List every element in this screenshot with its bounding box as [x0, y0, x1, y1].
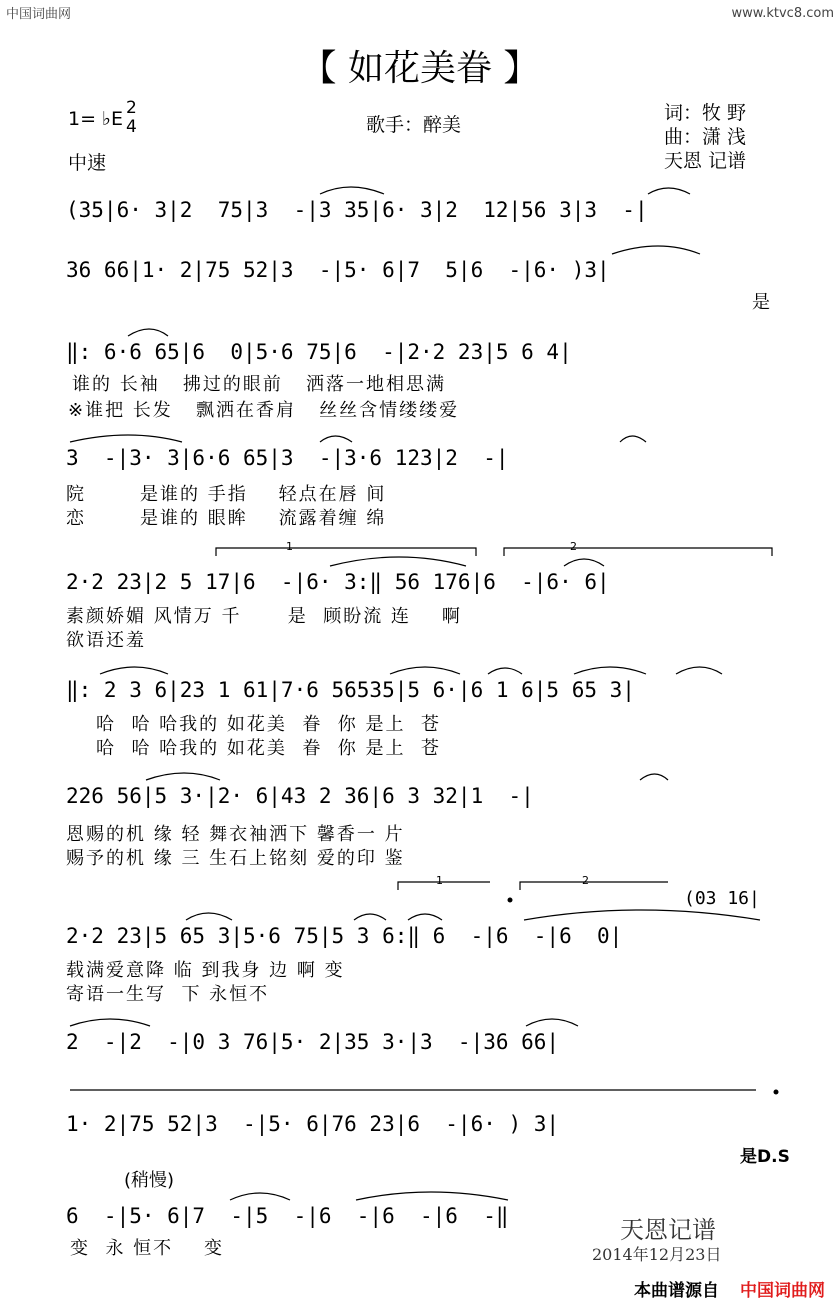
lyric-line-3a: 谁的 长袖 拂过的眼前 洒落一地相思满: [72, 374, 447, 395]
slur: [70, 1019, 150, 1026]
handwritten-transcriber: 天恩记谱: [620, 1216, 716, 1244]
score-line-4: 3 -|3· 3|6·6 65|3 -|3·6 123|2 -|: [66, 446, 509, 470]
song-title: 【 如花美眷 】: [300, 48, 540, 89]
volta-1-label: 1: [286, 540, 293, 553]
volta-bracket-2b: [520, 882, 668, 890]
score-line-2: 36 66|1· 2|75 52|3 -|5· 6|7 5|6 -|6· )3|: [66, 258, 610, 282]
transcriber: 天恩 记谱: [664, 150, 747, 172]
score-line-6: ‖: 2 3 6|23 1 61|7·6 56535|5 6·|6 1 6|5 65 3|: [66, 678, 635, 702]
volta-bracket-2: [504, 548, 772, 556]
lyric-line-6a: 哈 哈 哈我的 如花美 眷 你 是上 苍: [96, 714, 441, 735]
slur: [330, 557, 466, 566]
slur: [574, 667, 646, 674]
pickup-phrase: (03 16|: [684, 888, 760, 909]
slur: [564, 559, 604, 566]
slur: [128, 329, 168, 336]
key-signature: 1= ♭E: [68, 108, 124, 130]
lyric-line-6b: 哈 哈 哈我的 如花美 眷 你 是上 苍: [96, 738, 441, 759]
lyric-line-7a: 恩赐的机 缘 轻 舞衣袖洒下 馨香一 片: [66, 824, 405, 845]
slur: [354, 914, 386, 920]
lyric-line-2: 是: [752, 292, 772, 313]
slur: [356, 1192, 508, 1200]
tempo: 中速: [68, 152, 107, 174]
coda-sign-dot-b: [774, 1090, 779, 1095]
score-line-9: 2 -|2 -|0 3 76|5· 2|35 3·|3 -|36 66|: [66, 1030, 560, 1054]
coda-sign-dot: [508, 898, 513, 903]
score-line-3: ‖: 6·6 65|6 0|5·6 75|6 -|2·2 23|5 6 4|: [66, 340, 572, 364]
time-sig-bottom: 4: [126, 117, 137, 137]
volta-2-label-b: 2: [582, 874, 589, 887]
tempo-change: (稍慢): [124, 1170, 175, 1191]
slur: [390, 667, 460, 674]
slur: [408, 914, 442, 920]
lyric-line-3b: ※谁把 长发 飘洒在香肩 丝丝含情缕缕爱: [68, 400, 460, 421]
slur: [524, 910, 760, 920]
lyric-line-11: 变 永 恒不 变: [70, 1238, 225, 1259]
slur: [320, 187, 384, 194]
lyric-line-4a: 院 是谁的 手指 轻点在唇 间: [66, 484, 387, 505]
composer: 曲：潇 浅: [664, 126, 747, 148]
score-line-1: (35|6· 3|2 75|3 -|3 35|6· 3|2 12|56 3|3 -|: [66, 198, 648, 222]
slur: [320, 436, 352, 442]
lyric-line-5a: 素颜娇媚 风情万 千 是 顾盼流 连 啊: [66, 606, 462, 627]
slur: [612, 246, 700, 254]
volta-2-label: 2: [570, 540, 577, 553]
transcription-date: 2014年12月23日: [592, 1245, 722, 1264]
time-sig-top: 2: [126, 98, 137, 118]
volta-bracket-1b: [398, 882, 490, 890]
lyric-line-5b: 欲语还羞: [66, 630, 146, 651]
score-line-7: 226 56|5 3·|2· 6|43 2 36|6 3 32|1 -|: [66, 784, 534, 808]
slur: [70, 435, 182, 442]
volta-bracket-1: [216, 548, 476, 556]
score-line-11: 6 -|5· 6|7 -|5 -|6 -|6 -|6 -‖: [66, 1204, 509, 1228]
singer: 歌手：醉美: [366, 114, 462, 136]
lyric-line-4b: 恋 是谁的 眼眸 流露着缠 绵: [66, 508, 387, 529]
lyric-line-8b: 寄语一生写 下 永恒不: [66, 984, 270, 1005]
slur: [186, 913, 232, 920]
score-line-8: 2·2 23|5 65 3|5·6 75|5 3 6:‖ 6 -|6 -|6 0|: [66, 924, 623, 948]
slur: [146, 773, 220, 780]
score-line-5: 2·2 23|2 5 17|6 -|6· 3:‖ 56 176|6 -|6· 6|: [66, 570, 610, 594]
volta-1-label-b: 1: [436, 874, 443, 887]
site-url-right: www.ktvc8.com: [731, 6, 834, 21]
lyric-line-8a: 载满爱意降 临 到我身 边 啊 变: [66, 960, 345, 981]
slur: [526, 1019, 578, 1026]
source-brand: 中国词曲网: [740, 1281, 825, 1301]
slur: [640, 774, 668, 780]
site-name-left: 中国词曲网: [6, 7, 72, 22]
source-label: 本曲谱源自: [634, 1281, 719, 1301]
slur: [620, 436, 646, 442]
lyricist: 词：牧 野: [664, 102, 747, 124]
score-line-10: 1· 2|75 52|3 -|5· 6|76 23|6 -|6· ) 3|: [66, 1112, 560, 1136]
slur: [488, 668, 522, 674]
lyric-line-7b: 赐予的机 缘 三 生石上铭刻 爱的印 鉴: [66, 848, 405, 869]
slur: [648, 188, 690, 194]
slur: [230, 1193, 290, 1200]
slur: [100, 667, 168, 674]
lyric-line-10: 是D.S: [740, 1147, 790, 1167]
slur: [676, 667, 722, 674]
